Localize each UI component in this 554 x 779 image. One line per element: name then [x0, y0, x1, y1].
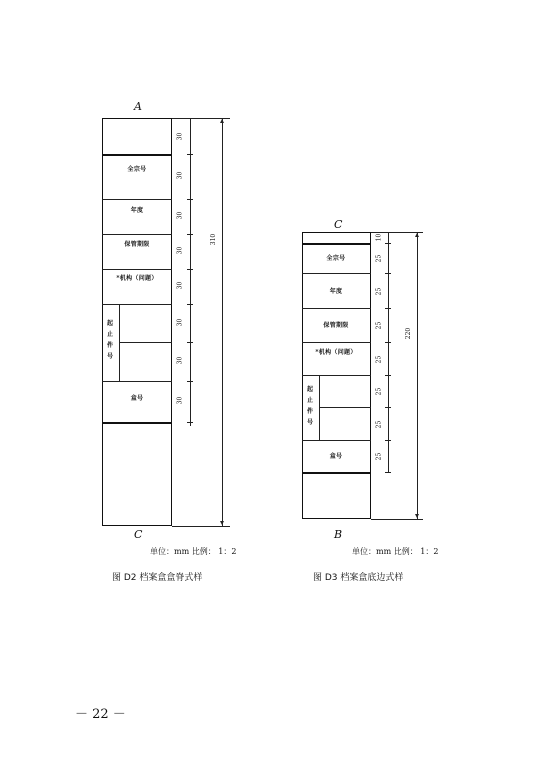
- d2-dim-tick: [187, 304, 193, 305]
- d3-total-bottom-ext: [371, 519, 423, 520]
- d2-divider: [119, 342, 172, 343]
- d2-total-bottom-ext: [172, 526, 230, 527]
- d2-divider-bottom: [102, 422, 172, 424]
- d3-dim-value: 25: [375, 287, 383, 296]
- d3-start-end-separator: [319, 375, 320, 440]
- d3-divider: [319, 407, 371, 408]
- d2-bottom-label: C: [134, 528, 143, 541]
- d2-divider-top: [102, 154, 172, 156]
- d2-start-end-label: 起止件号: [106, 320, 113, 360]
- d2-dim-tick: [187, 199, 193, 200]
- d3-dim-column-line: [388, 232, 389, 472]
- d2-unit-scale: 单位：mm 比例： 1：2: [150, 547, 237, 556]
- d3-total-arrow-bottom: [415, 514, 419, 518]
- d3-box-label: 盒号: [329, 453, 343, 460]
- d2-dim-value: 30: [176, 356, 184, 365]
- d3-dim-tick: [385, 243, 391, 244]
- d2-divider: [102, 381, 172, 382]
- d2-dim-value: 30: [176, 396, 184, 405]
- d3-top-label: C: [334, 218, 343, 231]
- d3-dim-tick: [385, 472, 391, 473]
- d2-org-label: *机构（问题）: [116, 275, 158, 282]
- d3-dim-value: 25: [375, 321, 383, 330]
- d2-caption: 图 D2 档案盒盒脊式样: [112, 573, 203, 583]
- d2-dim-tick: [187, 234, 193, 235]
- d2-divider: [102, 304, 172, 305]
- d2-quanzong-label: 全宗号: [127, 166, 147, 173]
- d3-divider-bottom: [302, 472, 371, 474]
- d3-org-label: *机构（问题）: [315, 349, 357, 356]
- d2-box-label: 盒号: [130, 395, 144, 402]
- d3-divider-top: [302, 243, 371, 245]
- d3-bottom-label: B: [334, 528, 343, 541]
- d3-dim-value: 25: [375, 355, 383, 364]
- d3-dim-value: 10: [375, 233, 383, 242]
- d2-year-label: 年度: [130, 207, 144, 214]
- d2-total-arrow-bottom: [220, 521, 224, 525]
- d3-start-end-label: 起止件号: [306, 386, 313, 426]
- d3-total-dim-line: [417, 232, 418, 519]
- d2-divider: [102, 199, 172, 200]
- d2-divider: [102, 269, 172, 270]
- d2-start-end-separator: [119, 304, 120, 381]
- d2-dim-tick: [187, 342, 193, 343]
- d2-top-label: A: [134, 100, 142, 113]
- d2-dim-column-line: [190, 118, 191, 426]
- d3-year-label: 年度: [329, 288, 343, 295]
- d3-dim-tick: [385, 342, 391, 343]
- d3-dim-value: 25: [375, 420, 383, 429]
- d3-divider: [302, 273, 371, 274]
- page-number: － 22 －: [75, 707, 126, 722]
- d2-dim-tick: [187, 422, 193, 423]
- d2-dim-value: 30: [176, 281, 184, 290]
- d3-unit-scale: 单位：mm 比例： 1：2: [352, 547, 439, 556]
- d3-divider: [302, 375, 371, 376]
- d3-dim-tick: [385, 308, 391, 309]
- d3-dim-tick: [385, 407, 391, 408]
- d3-dim-value: 25: [375, 254, 383, 263]
- d2-dim-value: 30: [176, 246, 184, 255]
- d2-retention-label: 保管期限: [124, 241, 150, 248]
- d3-dim-tick: [385, 440, 391, 441]
- d3-total-arrow-top: [415, 233, 419, 237]
- d3-divider: [302, 308, 371, 309]
- d2-total-dim-line: [222, 118, 223, 526]
- d3-dim-tick: [385, 375, 391, 376]
- d3-caption: 图 D3 档案盒底边式样: [313, 573, 404, 583]
- d2-divider: [102, 234, 172, 235]
- d3-quanzong-label: 全宗号: [326, 255, 346, 262]
- d3-total-value: 220: [405, 327, 413, 340]
- d2-dim-value: 30: [176, 171, 184, 180]
- d2-total-arrow-top: [220, 119, 224, 123]
- d3-retention-label: 保管期限: [323, 322, 349, 329]
- d3-dim-tick: [385, 273, 391, 274]
- d3-dim-value: 25: [375, 452, 383, 461]
- d3-divider: [302, 342, 371, 343]
- d3-dim-value: 25: [375, 387, 383, 396]
- d2-dim-tick: [187, 154, 193, 155]
- d2-dim-value: 30: [176, 318, 184, 327]
- d2-total-value: 310: [210, 233, 218, 246]
- d2-dim-tick: [187, 381, 193, 382]
- d2-dim-value: 30: [176, 211, 184, 220]
- d2-dim-tick: [187, 269, 193, 270]
- d3-divider: [302, 440, 371, 441]
- d2-dim-value: 30: [176, 132, 184, 141]
